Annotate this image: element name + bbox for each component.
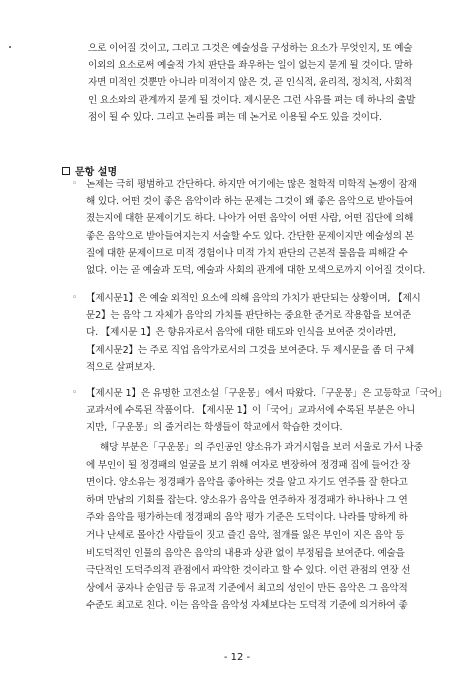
text-line: 으로 이어질 것이고, 그리고 그것은 예술성을 구성하는 요소가 무엇인지, 또 예술	[88, 43, 413, 54]
bullet-text	[86, 290, 444, 376]
text-line: 비도덕적인 인물의 음악은 음악의 내용과 상관 없이 부정됨을 보여준다. 예술을	[86, 547, 405, 559]
bullet-marker-icon: ◦	[72, 293, 78, 303]
text-line: 【제시문1】은 예술 외적인 요소에 의해 음악의 가치가 판단되는 상황이며, 【제시	[86, 293, 421, 304]
text-line: 적으로 살펴보자.	[86, 361, 156, 373]
text-line: 교과서에 수록된 작품이다. 【제시문 1】이「국어」교과서에 수록된 부분은 아니	[86, 405, 416, 417]
bullet-marker-icon: ◦	[72, 179, 78, 189]
text-line: 면이다. 양소유는 정경패가 음악을 좋아하는 것을 알고 자기도 연주를 잘 한다고	[86, 477, 408, 489]
bullet-text	[86, 176, 444, 279]
text-line: 좋은 음악으로 받아들여지는지 서술할 수도 있다. 간단한 문제이지만 예술성의 본	[86, 230, 414, 242]
text-line: 점이 될 수 있다. 그리고 논리를 펴는 데 논거로 이용될 수도 있을 것이다.	[88, 111, 382, 123]
text-line: 하며 만남의 기회를 잡는다. 양소유가 음악을 연주하자 정경패가 하나하나 그 연	[86, 494, 408, 506]
text-line: 거나 난세로 몰아간 사람들이 짓고 즐긴 음악, 절개를 잃은 부인이 지은 음악 등	[86, 529, 405, 541]
bullet-item-3	[72, 385, 448, 437]
text-line: 논제는 극히 평범하고 간단하다. 하지만 여기에는 많은 철학적 미학적 논쟁이 잠재	[86, 179, 417, 190]
text-line: 【제시문2】는 주로 직업 음악가로서의 그것을 보여준다. 두 제시문을 좀 더 구체	[86, 344, 415, 356]
bullet-marker-icon: ◦	[72, 388, 78, 398]
text-line: 없다. 이는 곧 예술과 도덕, 예술과 사회의 관계에 대한 모색으로까지 이어질 것이다.	[86, 264, 426, 276]
text-line: 에 부인이 될 정경패의 얼굴을 보기 위해 여자로 변장하여 정경패 집에 들어간 장	[86, 459, 411, 471]
text-line: 극단적인 도덕주의적 관점에서 파악한 것이라고 할 수 있다. 이런 관점의 연장 선	[86, 565, 411, 577]
text-line: 질에 대한 문제이므로 미적 경험이나 미적 가치 판단의 근본적 물음을 피해갈 수	[86, 247, 408, 259]
bullet-item-2	[72, 290, 444, 376]
text-line: 해 있다. 어떤 것이 좋은 음악이라 하는 문제는 그것이 왜 좋은 음악으로 받아들여	[86, 196, 414, 208]
intro-paragraph	[88, 40, 440, 126]
bullet-item-1	[72, 176, 444, 279]
bullet-text	[86, 385, 447, 437]
square-box-icon	[62, 167, 70, 175]
text-line: 다. 【제시문 1】은 향유자로서 음악에 대한 태도와 인식을 보여준 것이라면,	[86, 327, 396, 339]
text-line: 주와 음악을 평가하는데 정경패의 음악 평가 기준은 도덕이다. 나라를 망하게 하	[86, 512, 408, 524]
text-line: 지만,「구운몽」의 줄거리는 학생들이 학교에서 학습한 것이다.	[86, 422, 343, 434]
closing-paragraph	[86, 439, 444, 615]
text-line: 인 요소와의 관계까지 묻게 될 것이다. 제시문은 그런 사유를 펴는 데 하나의 출발	[88, 94, 416, 106]
text-line: 자면 미적인 것뿐만 아니라 미적이지 않은 것, 곧 인식적, 윤리적, 정치적, 사회적	[88, 77, 412, 89]
text-line: 【제시문 1】은 유명한 고전소설「구운몽」에서 따왔다.「구운몽」은 고등학교「국어」	[86, 388, 448, 399]
text-line: 해당 부분은「구운몽」의 주인공인 양소유가 과거시험을 보러 서울로 가서 나중	[100, 442, 423, 453]
text-line: 상에서 공자나 순임금 등 유교적 기준에서 최고의 성인이 만든 음악은 그 음악적	[86, 582, 408, 594]
text-line: 졌는지에 대한 문제이기도 하다. 나아가 어떤 음악이 어떤 사람, 어떤 집단에 의해	[86, 213, 414, 225]
text-line: 수준도 최고로 친다. 이는 음악을 음악성 자체보다는 도덕적 기준에 의거하여 좋	[86, 600, 408, 612]
text-line: 문2】는 음악 그 자체가 음악의 가치를 판단하는 중요한 준거로 작용함을 보여준	[86, 310, 411, 322]
page-number: - 12 -	[223, 652, 251, 663]
text-line: 이외의 요소로써 예술적 가치 판단을 좌우하는 일이 없는지 묻게 될 것이다. 말하	[88, 60, 413, 72]
section-title: 문항 설명	[75, 167, 118, 178]
margin-dot	[9, 46, 11, 48]
